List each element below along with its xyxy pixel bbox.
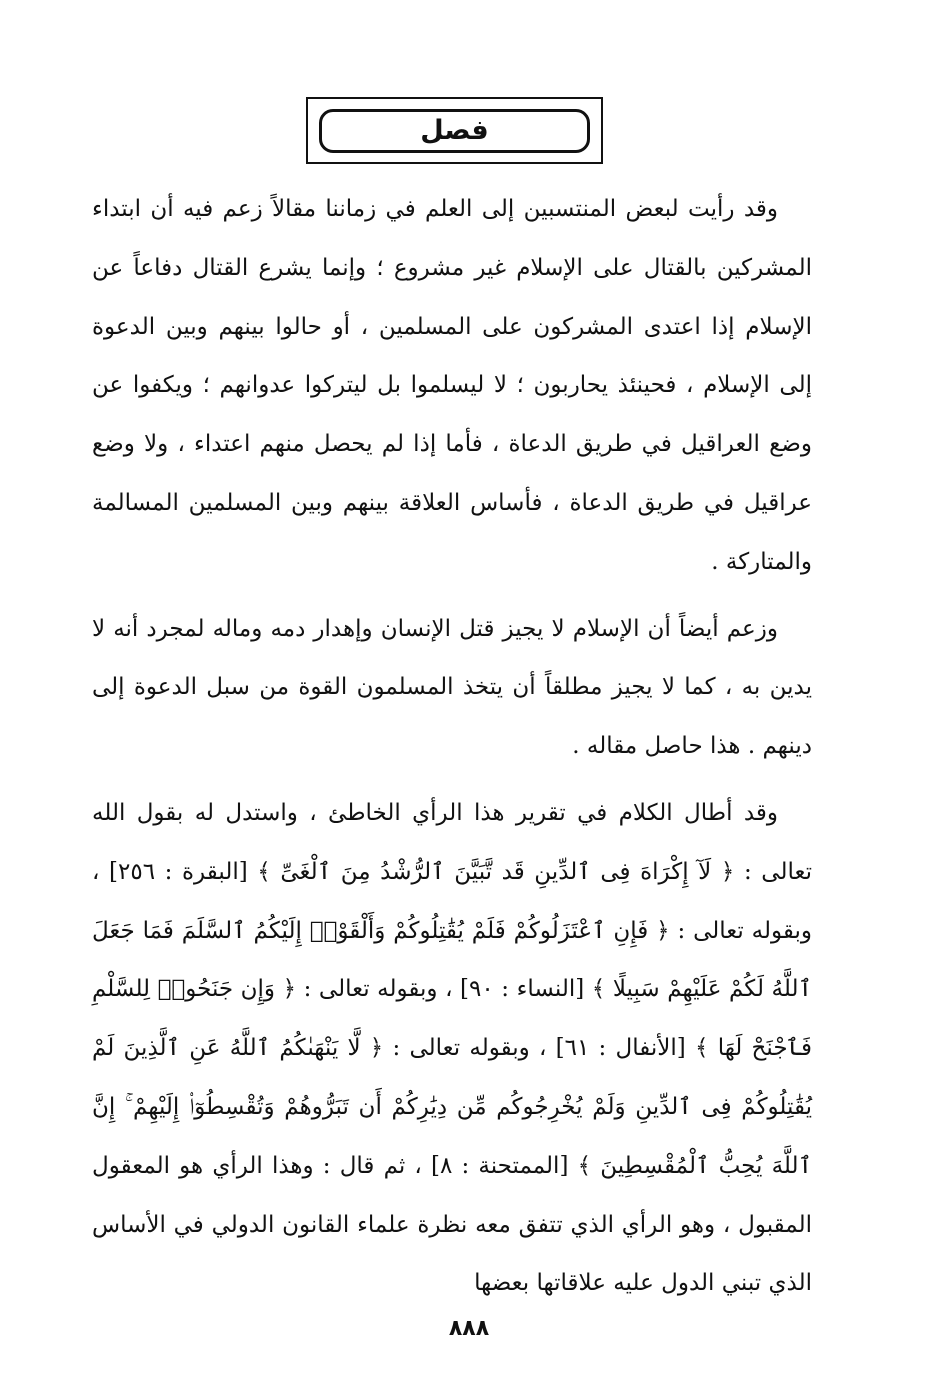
section-heading-box <box>319 109 590 153</box>
page-body <box>92 180 812 1321</box>
section-heading-frame <box>306 97 603 164</box>
paragraph-3: وقد أطال الكلام في تقرير هذا الرأي الخاطئ ، واستدل له بقول الله تعالى : ﴿ لَآ إِكْرَاهَ فِى ٱلدِّينِ قَد تَّبَيَّنَ ٱلرُّشْدُ مِنَ ٱلْغَىِّ ﴾ [البقرة : ٢٥٦] ، وبقوله تعالى : ﴿ فَإِنِ ٱعْتَزَلُوكُمْ فَلَمْ يُقَٰتِلُوكُمْ وَأَلْقَوْا۟ إِلَيْكُمُ ٱلسَّلَمَ فَمَا جَعَلَ ٱللَّهُ لَكُمْ عَلَيْهِمْ سَبِيلًا ﴾ [النساء : ٩٠] ، وبقوله تعالى : ﴿ وَإِن جَنَحُوا۟ لِلسَّلْمِ فَٱجْنَحْ لَهَا ﴾ [الأنفال : ٦١] ، وبقوله تعالى : ﴿ لَّا يَنْهَىٰكُمُ ٱللَّهُ عَنِ ٱلَّذِينَ لَمْ يُقَٰتِلُوكُمْ فِى ٱلدِّينِ وَلَمْ يُخْرِجُوكُم مِّن دِيَٰرِكُمْ أَن تَبَرُّوهُمْ وَتُقْسِطُوٓا۟ إِلَيْهِمْ ۚ إِنَّ ٱللَّهَ يُحِبُّ ٱلْمُقْسِطِينَ ﴾ [الممتحنة : ٨] ، ثم قال : وهذا الرأي هو المعقول المقبول ، وهو الرأي الذي تتفق معه نظرة علماء القانون الدولي في الأساس الذي تبني الدول عليه علاقاتها بعضها <box>92 799 813 1297</box>
section-heading-title: فصل <box>420 115 489 146</box>
paragraph-2: وزعم أيضاً أن الإسلام لا يجيز قتل الإنسان وإهدار دمه وماله لمجرد أنه لا يدين به ، كما لا يجيز مطلقاً أن يتخذ المسلمون القوة من سبل الدعوة إلى دينهم . هذا حاصل مقاله . <box>92 615 812 760</box>
page-number: ٨٨٨ <box>448 1316 490 1341</box>
paragraph-1: وقد رأيت لبعض المنتسبين إلى العلم في زماننا مقالاً زعم فيه أن ابتداء المشركين بالقتال على الإسلام غير مشروع ؛ وإنما يشرع القتال دفاعاً عن الإسلام إذا اعتدى المشركون على المسلمين ، أو حالوا بينهم وبين الدعوة إلى الإسلام ، فحينئذ يحاربون ؛ لا ليسلموا بل ليتركوا عدوانهم ؛ ويكفوا عن وضع العراقيل في طريق الدعاة ، فأما إذا لم يحصل منهم اعتداء ، ولا وضع عراقيل في طريق الدعاة ، فأساس العلاقة بينهم وبين المسلمين المسالمة والمتاركة . <box>92 196 812 575</box>
